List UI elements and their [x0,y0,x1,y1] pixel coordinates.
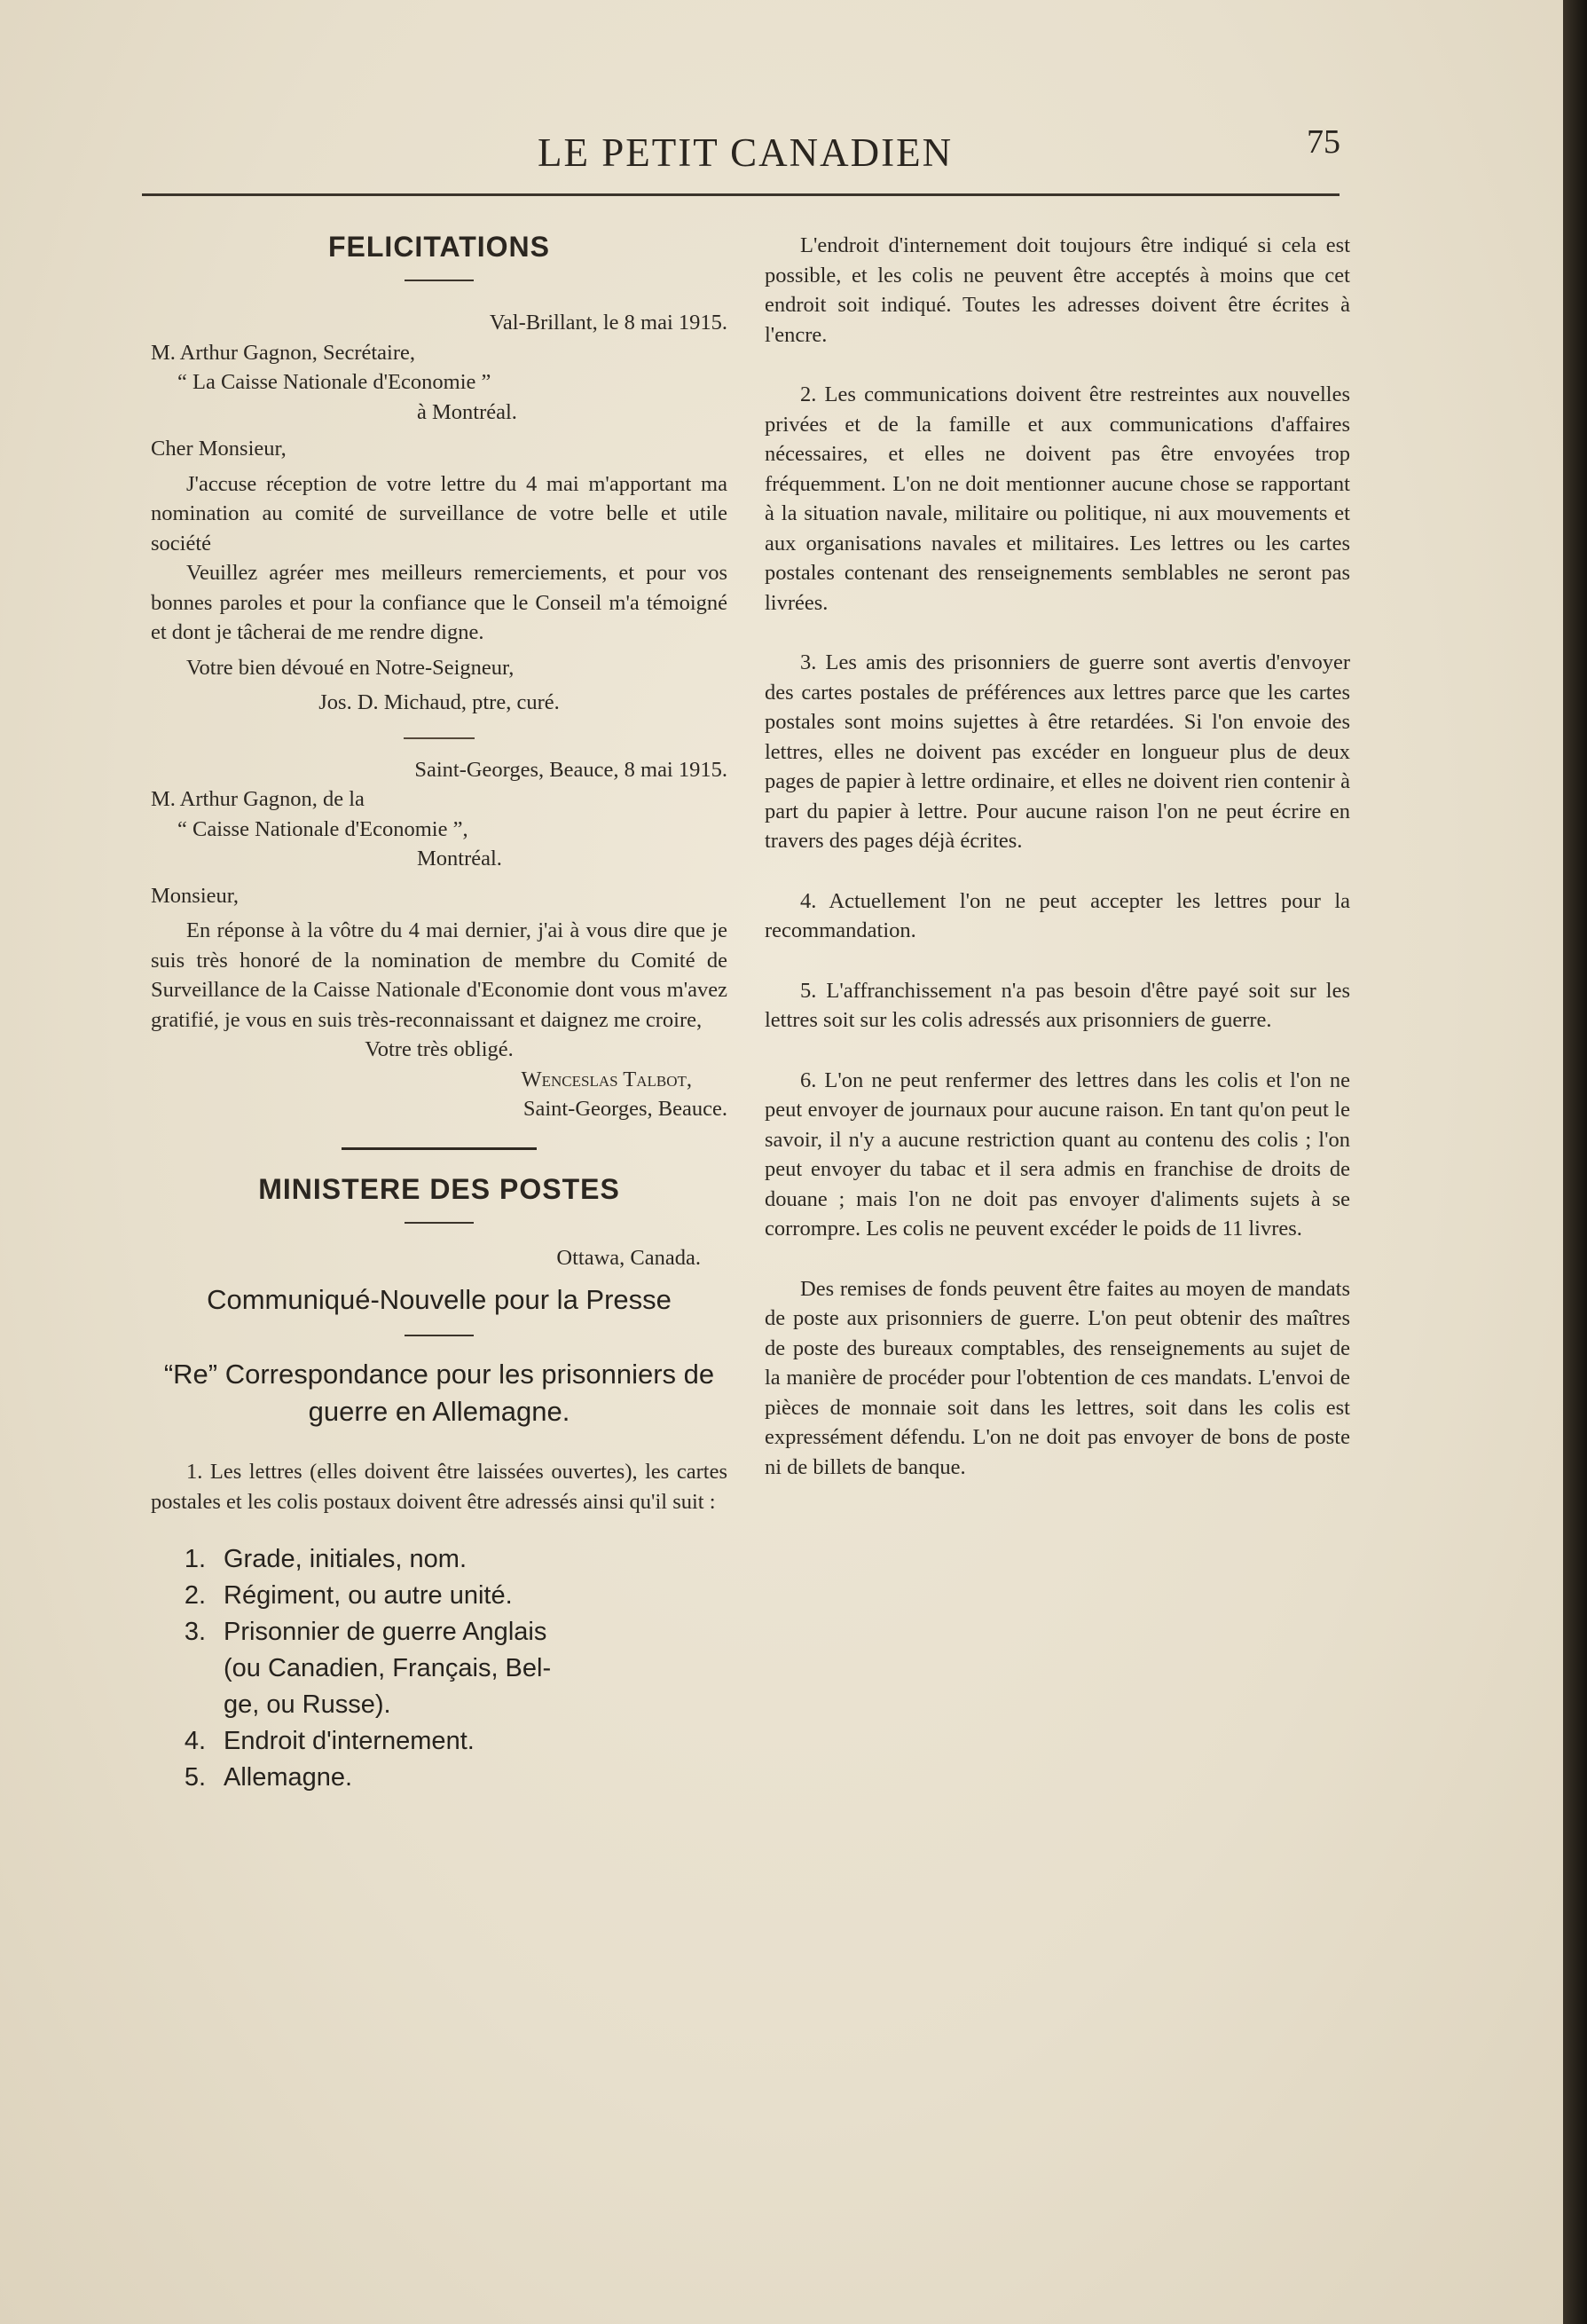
letter-body: Veuillez agréer mes meilleurs remerciements, et pour vos bonnes paroles et pour la confiance que le Conseil m'a témoigné et dont je tâcherai de me rendre digne. [151,561,727,644]
list-item: 2. Régiment, ou autre unité. [184,1581,513,1610]
letter-addressee: M. Arthur Gagnon, de la [151,787,365,811]
letter-signature-place: Saint-Georges, Beauce. [522,1097,727,1121]
list-item: 3. Prisonnier de guerre Anglais [184,1618,547,1646]
felicitations-title: FELICITATIONS [327,231,550,263]
running-title: LE PETIT CANADIEN [538,130,954,175]
paragraph-5: 5. L'affranchissement n'a pas besoin d'être payé soit sur les lettres soit sur les colis adressés aux prisonniers de guerre. [765,978,1350,1032]
page-number: 75 [1307,123,1340,161]
letter-closing: Votre bien dévoué en Notre-Seigneur, [186,655,515,680]
letter-addressee: “ Caisse Nationale d'Economie ”, [177,816,468,841]
paragraph-7: Des remises de fonds peuvent être faites au moyen de mandats de poste aux prisonniers de guerre. L'on peut obtenir des maîtres de poste des bureaux comptables, des renseignements au sujet de la manière de procéder pour l'obtention de ces mandats. L'envoi de pièces de monnaie soit dans les lettres, soit dans les colis est expressément défendu. L'on ne doit pas envoyer de bons de poste ni de billets de banque. [765,1276,1350,1479]
title-rule [405,1222,474,1224]
letter-saint-georges [151,755,727,1124]
paragraph-6: 6. L'on ne peut renfermer des lettres dans les colis et l'on ne peut envoyer de journaux pour aucune raison. En tant qu'on peut le savoir, il n'y a aucune restriction quant au contenu des colis ; l'on peut envoyer du tabac et il sera admis en franchise de droits de douane ; mais l'on ne doit pas envoyer d'aliments sujets à se corrompre. Les colis ne peuvent excéder le poids de 11 livres. [765,1067,1350,1241]
list-item: 1. Grade, initiales, nom. [184,1545,467,1573]
ministere-place: Ottawa, Canada. [556,1245,701,1270]
letter-place-date: Val-Brillant, le 8 mai 1915. [489,311,727,335]
letter-signature: Wenceslas Talbot, [521,1067,692,1091]
letter-addressee: à Montréal. [417,399,517,424]
letter-closing: Votre très obligé. [365,1037,514,1061]
left-column [151,231,727,1796]
title-rule [405,280,474,281]
communique-heading: Communiqué-Nouvelle pour la Presse [207,1284,672,1315]
communique-subject: “Re” Correspondance pour les prisonniers de guerre en Allemagne. [163,1359,715,1427]
paragraph-1: 1. Les lettres (elles doivent être laissées ouvertes), les cartes postales et les colis postaux doivent être adressés ainsi qu'il suit : [151,1460,727,1514]
list-item: 4. Endroit d'internement. [184,1727,475,1755]
paragraph-3: 3. Les amis des prisonniers de guerre sont avertis d'envoyer des cartes postales de préférences aux lettres parce que les cartes postales sont moins sujettes à être retardées. Si l'on envoie des lettres, elles ne doivent pas excéder en longueur plus de deux pages de papier à lettre ordinaire, et elles ne doivent rien contenir à part du papier à lettre. Pour aucune raison l'on ne peut écrire en travers des pages déjà écrites. [765,650,1350,853]
ministere-title: MINISTERE DES POSTES [258,1172,620,1205]
address-list [151,1541,727,1796]
list-item-continuation: ge, ou Russe). [224,1690,391,1719]
paragraph-2: 2. Les communications doivent être restreintes aux nouvelles privées et de la famille et aux communications d'affaires nécessaires, et elles ne doivent pas être envoyées trop fréquemment. L'on ne doit mentionner aucune chose se rapportant à la situation navale, militaire ou politique, ni aux mouvements et aux organisations navales et militaires. Les lettres ou les cartes postales contenant des renseignements semblables ne seront pas livrées. [765,382,1350,615]
letter-val-brillant [151,308,727,718]
list-item-continuation: (ou Canadien, Français, Bel- [224,1654,552,1682]
paragraph: L'endroit d'internement doit toujours être indiqué si cela est possible, et les colis ne peuvent être acceptés à moins que cet endroit soit indiqué. Toutes les adresses doivent être écrites à l'encre. [765,233,1350,347]
letter-addressee: M. Arthur Gagnon, Secrétaire, [151,340,415,365]
list-item: 5. Allemagne. [184,1763,353,1792]
letter-addressee: Montréal. [417,847,502,871]
letter-addressee: “ La Caisse Nationale d'Economie ” [177,370,491,394]
letter-body: En réponse à la vôtre du 4 mai dernier, j'ai à vous dire que je suis très honoré de la nomination de membre du Comité de Surveillance de la Caisse Nationale d'Economie dont vous m'avez gratifié, je vous en suis très-reconnaissant et daignez me croire, [151,918,727,1032]
page-edge [1563,0,1587,2324]
letter-salutation: Cher Monsieur, [151,437,287,461]
section-divider [342,1147,537,1150]
right-column [765,231,1350,1482]
letter-divider [404,737,475,739]
page-header [142,122,1340,202]
subheading-rule [405,1335,474,1336]
paragraph-4: 4. Actuellement l'on ne peut accepter les lettres pour la recommandation. [765,888,1350,942]
header-rule [142,193,1340,196]
letter-signature: Jos. D. Michaud, ptre, curé. [318,690,560,714]
letter-salutation: Monsieur, [151,883,240,908]
letter-place-date: Saint-Georges, Beauce, 8 mai 1915. [414,757,727,782]
letter-body: J'accuse réception de votre lettre du 4 mai m'apportant ma nomination au comité de surveillance de votre belle et utile société [151,471,727,555]
